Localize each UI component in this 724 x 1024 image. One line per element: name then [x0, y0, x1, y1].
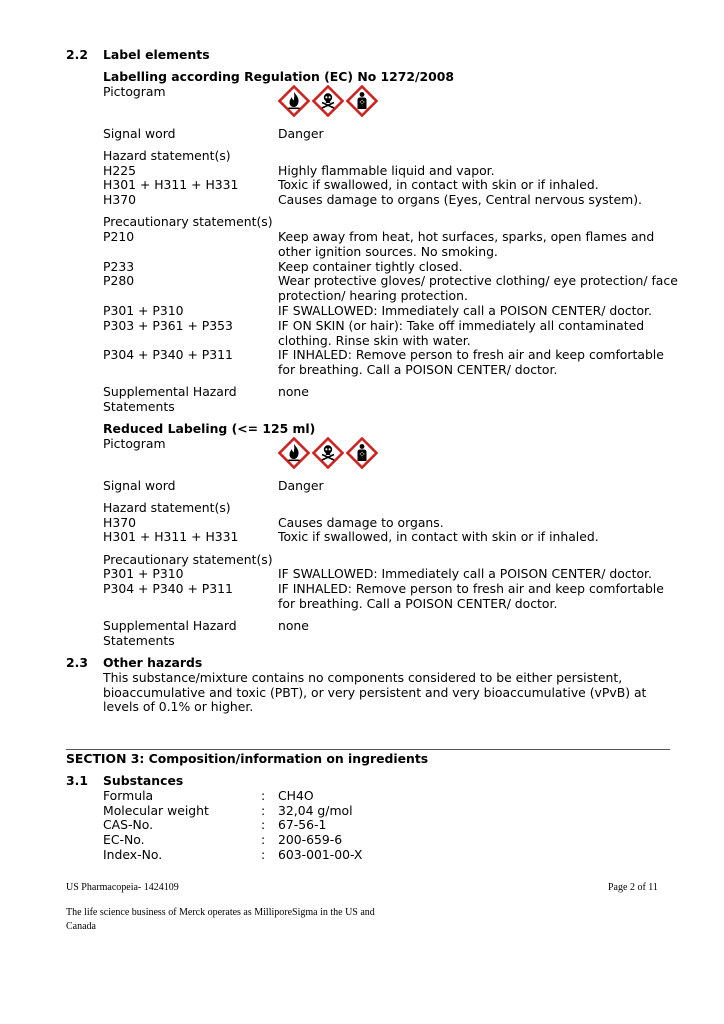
colon-separator: : [261, 817, 266, 832]
signal-word-label: Signal word [103, 126, 176, 141]
precaution-text-continued: clothing. Rinse skin with water. [278, 333, 471, 348]
precaution-text: IF INHALED: Remove person to fresh air and keep comfortable [278, 347, 664, 362]
reduced-labeling-heading: Reduced Labeling (<= 125 ml) [103, 421, 316, 436]
substance-label-molecular-weight: Molecular weight [103, 803, 209, 818]
pictogram-group-reduced [278, 437, 378, 469]
precaution-code: P301 + P310 [103, 566, 184, 581]
precaution-text: Keep away from heat, hot surfaces, sparks, open flames and [278, 229, 655, 244]
hazard-code: H301 + H311 + H331 [103, 177, 239, 192]
precaution-code: P301 + P310 [103, 303, 184, 318]
section-number-2-3: 2.3 [66, 655, 88, 670]
footer-page-number: Page 2 of 11 [608, 882, 658, 893]
supplemental-hazard-label: Supplemental Hazard [103, 384, 237, 399]
section-number-2-2: 2.2 [66, 47, 88, 62]
substance-label-formula: Formula [103, 788, 154, 803]
supplemental-hazard-label-continued: Statements [103, 399, 175, 414]
section-title-label-elements: Label elements [103, 47, 210, 62]
pictogram-label: Pictogram [103, 436, 166, 451]
regulation-heading: Labelling according Regulation (EC) No 1272/2008 [103, 69, 455, 84]
precaution-text-continued: protection/ hearing protection. [278, 288, 468, 303]
footer-note-line: Canada [66, 921, 96, 932]
precaution-code: P280 [103, 273, 135, 288]
colon-separator: : [261, 788, 266, 803]
pictogram-group [278, 85, 378, 117]
hazard-text: Causes damage to organs (Eyes, Central nervous system). [278, 192, 642, 207]
substance-label-ec: EC-No. [103, 832, 145, 847]
hazard-text: Toxic if swallowed, in contact with skin or if inhaled. [278, 177, 599, 192]
colon-separator: : [261, 847, 266, 862]
hazard-text: Causes damage to organs. [278, 515, 444, 530]
hazard-code: H301 + H311 + H331 [103, 529, 239, 544]
precautionary-statements-label: Precautionary statement(s) [103, 552, 273, 567]
signal-word-label: Signal word [103, 478, 176, 493]
supplemental-hazard-value: none [278, 384, 309, 399]
colon-separator: : [261, 803, 266, 818]
hazard-text: Toxic if swallowed, in contact with skin or if inhaled. [278, 529, 599, 544]
precaution-code: P304 + P340 + P311 [103, 581, 233, 596]
precaution-code: P304 + P340 + P311 [103, 347, 233, 362]
hazard-statements-label: Hazard statement(s) [103, 500, 231, 515]
precaution-text-continued: other ignition sources. No smoking. [278, 244, 498, 259]
colon-separator: : [261, 832, 266, 847]
supplemental-hazard-label: Supplemental Hazard [103, 618, 237, 633]
precaution-text: IF ON SKIN (or hair): Take off immediately all contaminated [278, 318, 645, 333]
section-number-3-1: 3.1 [66, 773, 88, 788]
section-3-title: SECTION 3: Composition/information on ingredients [66, 751, 429, 766]
signal-word-value: Danger [278, 126, 324, 141]
hazard-code: H370 [103, 192, 136, 207]
supplemental-hazard-label-continued: Statements [103, 633, 175, 648]
section-title-substances: Substances [103, 773, 184, 788]
hazard-code: H370 [103, 515, 136, 530]
precaution-text: IF SWALLOWED: Immediately call a POISON CENTER/ doctor. [278, 303, 652, 318]
precaution-text-continued: for breathing. Call a POISON CENTER/ doctor. [278, 596, 558, 611]
precaution-text: IF INHALED: Remove person to fresh air and keep comfortable [278, 581, 664, 596]
pictogram-label: Pictogram [103, 84, 166, 99]
other-hazards-text-line: This substance/mixture contains no components considered to be either persistent, [103, 670, 623, 685]
flame-pictogram-icon [278, 437, 310, 469]
other-hazards-text-line: levels of 0.1% or higher. [103, 699, 254, 714]
precaution-code: P303 + P361 + P353 [103, 318, 233, 333]
health-hazard-pictogram-icon [346, 437, 378, 469]
precautionary-statements-label: Precautionary statement(s) [103, 214, 273, 229]
precaution-text: IF SWALLOWED: Immediately call a POISON CENTER/ doctor. [278, 566, 652, 581]
substance-label-index: Index-No. [103, 847, 163, 862]
section-title-other-hazards: Other hazards [103, 655, 203, 670]
supplemental-hazard-value: none [278, 618, 309, 633]
skull-crossbones-pictogram-icon [312, 437, 344, 469]
substance-value-index: 603-001-00-X [278, 847, 363, 862]
substance-label-cas: CAS-No. [103, 817, 154, 832]
other-hazards-text-line: bioaccumulative and toxic (PBT), or very persistent and very bioaccumulative (vPvB) at [103, 685, 647, 700]
substance-value-cas: 67-56-1 [278, 817, 327, 832]
hazard-code: H225 [103, 163, 136, 178]
substance-value-formula: CH4O [278, 788, 314, 803]
precaution-text: Wear protective gloves/ protective clothing/ eye protection/ face [278, 273, 678, 288]
footer-product-code: US Pharmacopeia- 1424109 [66, 882, 179, 893]
health-hazard-pictogram-icon [346, 85, 378, 117]
skull-crossbones-pictogram-icon [312, 85, 344, 117]
precaution-code: P233 [103, 259, 135, 274]
flame-pictogram-icon [278, 85, 310, 117]
substance-value-ec: 200-659-6 [278, 832, 343, 847]
hazard-statements-label: Hazard statement(s) [103, 148, 231, 163]
signal-word-value: Danger [278, 478, 324, 493]
hazard-text: Highly flammable liquid and vapor. [278, 163, 495, 178]
precaution-text: Keep container tightly closed. [278, 259, 463, 274]
precaution-text-continued: for breathing. Call a POISON CENTER/ doctor. [278, 362, 558, 377]
section-divider [66, 749, 670, 750]
substance-value-molecular-weight: 32,04 g/mol [278, 803, 353, 818]
precaution-code: P210 [103, 229, 135, 244]
footer-note-line: The life science business of Merck operates as MilliporeSigma in the US and [66, 907, 375, 918]
